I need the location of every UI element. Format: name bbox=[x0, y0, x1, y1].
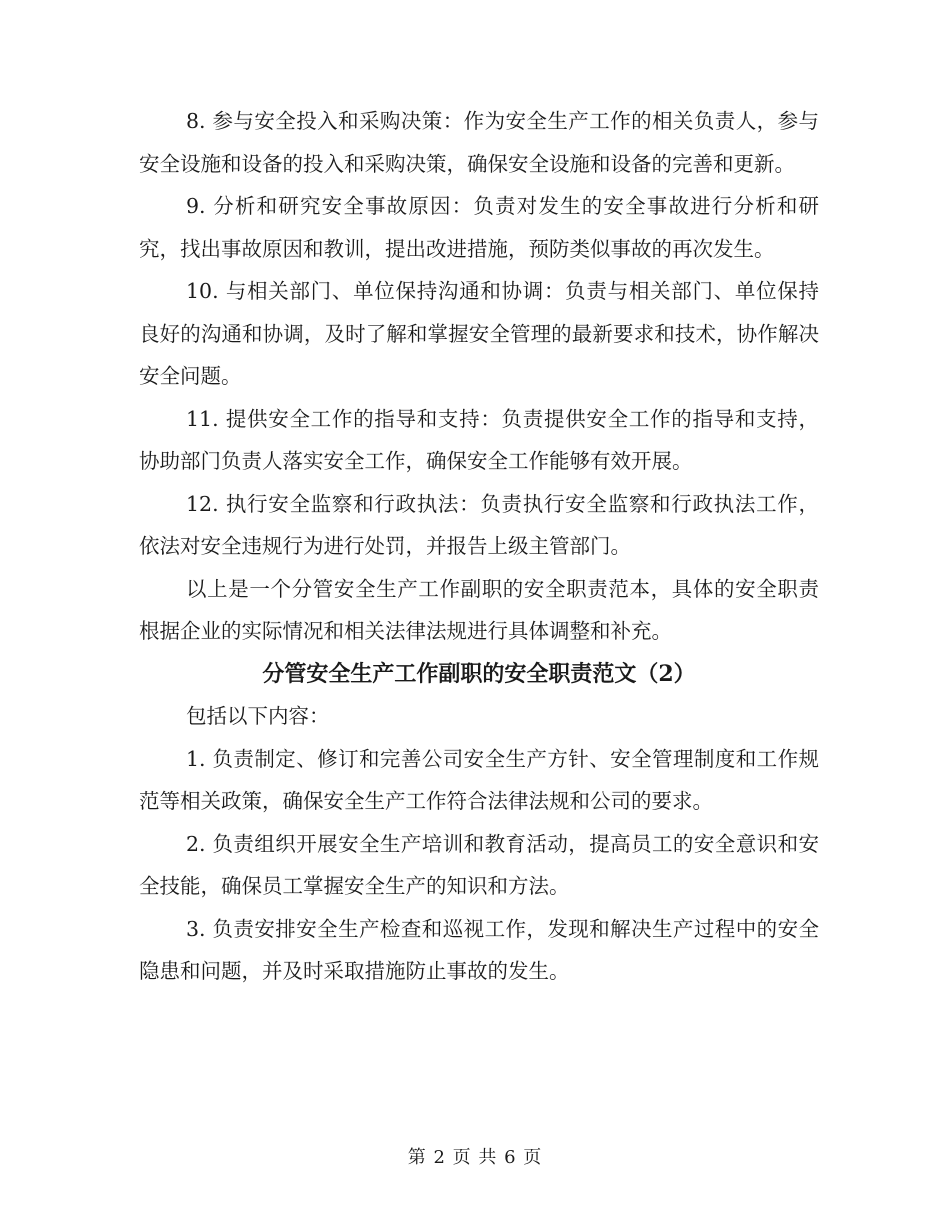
paragraph-item-10: 10. 与相关部门、单位保持沟通和协调：负责与相关部门、单位保持良好的沟通和协调，及时了解和掌握安全管理的最新要求和技术，协作解决安全问题。 bbox=[139, 279, 819, 388]
paragraph-item-1: 1. 负责制定、修订和完善公司安全生产方针、安全管理制度和工作规范等相关政策，确保安全生产工作符合法律法规和公司的要求。 bbox=[139, 746, 819, 813]
page-footer: 第 2 页 共 6 页 bbox=[407, 1147, 543, 1168]
paragraph-item-11: 11. 提供安全工作的指导和支持：负责提供安全工作的指导和支持，协助部门负责人落实安全工作，确保安全工作能够有效开展。 bbox=[139, 406, 819, 473]
paragraph-item-8: 8. 参与安全投入和采购决策：作为安全生产工作的相关负责人，参与安全设施和设备的投入和采购决策，确保安全设施和设备的完善和更新。 bbox=[139, 109, 819, 176]
paragraph-item-12: 12. 执行安全监察和行政执法：负责执行安全监察和行政执法工作，依法对安全违规行为进行处罚，并报告上级主管部门。 bbox=[139, 491, 819, 558]
document-body bbox=[139, 100, 819, 993]
paragraph-item-2: 2. 负责组织开展安全生产培训和教育活动，提高员工的安全意识和安全技能，确保员工掌握安全生产的知识和方法。 bbox=[139, 831, 819, 898]
paragraph-item-9: 9. 分析和研究安全事故原因：负责对发生的安全事故进行分析和研究，找出事故原因和教训，提出改进措施，预防类似事故的再次发生。 bbox=[139, 194, 819, 261]
paragraph-summary: 以上是一个分管安全生产工作副职的安全职责范本，具体的安全职责根据企业的实际情况和相关法律法规进行具体调整和补充。 bbox=[139, 576, 819, 643]
paragraph-intro: 包括以下内容： bbox=[186, 704, 330, 728]
section-title: 分管安全生产工作副职的安全职责范文（2） bbox=[262, 660, 696, 687]
paragraph-item-3: 3. 负责安排安全生产检查和巡视工作，发现和解决生产过程中的安全隐患和问题，并及时采取措施防止事故的发生。 bbox=[139, 916, 819, 983]
